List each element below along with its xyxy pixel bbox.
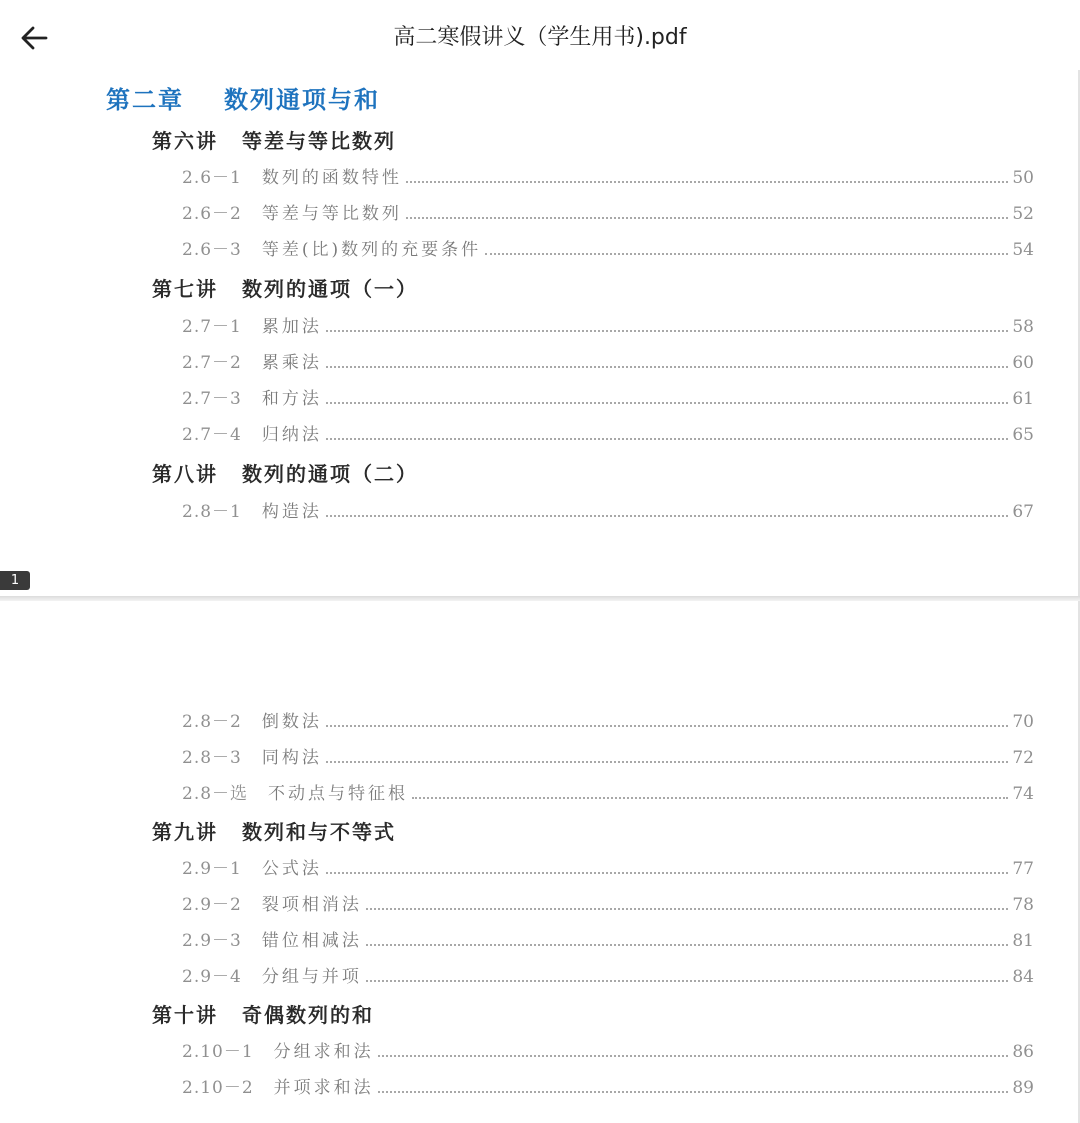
toc-entry-page: 52 (1012, 204, 1034, 224)
lecture-number: 第八讲 (152, 462, 218, 486)
toc-entry[interactable] (182, 421, 1034, 445)
toc-entry-title: 不动点与特征根 (268, 784, 409, 804)
lecture-title: 数列的通项（二） (242, 462, 418, 486)
toc-entry-page: 67 (1012, 502, 1034, 522)
toc-entry-title: 和方法 (261, 389, 322, 409)
toc-entry-title: 数列的函数特性 (261, 168, 402, 188)
toc-entry[interactable] (182, 236, 1034, 260)
dot-leader (406, 216, 1009, 219)
dot-leader (485, 252, 1008, 255)
toc-entry-number: 2.9－2 (182, 895, 242, 915)
toc-entry-page: 50 (1012, 168, 1034, 188)
toc-entry-number: 2.9－4 (182, 967, 242, 987)
toc-entry-page: 84 (1012, 967, 1034, 987)
toc-entry-page: 70 (1012, 712, 1034, 732)
toc-entry-number: 2.8－选 (182, 784, 249, 804)
toc-entry-title: 归纳法 (261, 425, 322, 445)
toc-entry-page: 61 (1012, 389, 1034, 409)
toc-entry-number: 2.7－3 (182, 389, 242, 409)
toc-entry-title: 累乘法 (261, 353, 322, 373)
toc-entry-page: 58 (1012, 317, 1034, 337)
toc-entry-title: 等差与等比数列 (261, 204, 402, 224)
toc-entry-number: 2.8－3 (182, 748, 242, 768)
toc-entry[interactable] (182, 744, 1034, 768)
dot-leader (378, 1090, 1009, 1093)
lecture-heading[interactable] (152, 816, 396, 845)
toc-entry-page: 54 (1012, 240, 1034, 260)
dot-leader (378, 1054, 1009, 1057)
toc-entry-title: 错位相减法 (261, 931, 362, 951)
toc-entry-number: 2.7－4 (182, 425, 242, 445)
dot-leader (326, 514, 1009, 517)
dot-leader (406, 180, 1009, 183)
toc-entry-page: 72 (1012, 748, 1034, 768)
toc-entry-number: 2.7－2 (182, 353, 242, 373)
pdf-page-2[interactable] (0, 601, 1080, 1123)
toc-entry[interactable] (182, 349, 1034, 373)
toc-entry-title: 累加法 (261, 317, 322, 337)
toc-entry-title: 分组与并项 (261, 967, 362, 987)
dot-leader (412, 796, 1008, 799)
toc-entry[interactable] (182, 855, 1034, 879)
toc-entry[interactable] (182, 1038, 1034, 1062)
document-title: 高二寒假讲义（学生用书).pdf (393, 25, 687, 50)
pdf-page-1[interactable] (0, 70, 1080, 596)
lecture-number: 第十讲 (152, 1003, 218, 1027)
toc-entry-page: 86 (1012, 1042, 1034, 1062)
lecture-number: 第六讲 (152, 129, 218, 153)
toc-entry-title: 构造法 (261, 502, 322, 522)
dot-leader (326, 724, 1009, 727)
toc-entry-title: 倒数法 (261, 712, 322, 732)
lecture-number: 第九讲 (152, 820, 218, 844)
dot-leader (366, 907, 1009, 910)
toc-entry-page: 74 (1012, 784, 1034, 804)
dot-leader (326, 401, 1009, 404)
lecture-title: 数列的通项（一） (242, 277, 418, 301)
toc-entry-title: 裂项相消法 (261, 895, 362, 915)
dot-leader (326, 760, 1009, 763)
toc-entry[interactable] (182, 708, 1034, 732)
toc-entry-title: 同构法 (261, 748, 322, 768)
dot-leader (326, 871, 1009, 874)
lecture-number: 第七讲 (152, 277, 218, 301)
dot-leader (366, 943, 1009, 946)
lecture-heading[interactable] (152, 999, 374, 1028)
chapter-heading[interactable] (106, 80, 380, 115)
toc-entry-number: 2.9－3 (182, 931, 242, 951)
toc-entry[interactable] (182, 927, 1034, 951)
toc-entry[interactable] (182, 963, 1034, 987)
lecture-title: 奇偶数列的和 (242, 1003, 374, 1027)
toc-entry[interactable] (182, 200, 1034, 224)
toc-entry-page: 78 (1012, 895, 1034, 915)
lecture-title: 等差与等比数列 (242, 129, 396, 153)
toc-entry-number: 2.8－2 (182, 712, 242, 732)
toc-entry-number: 2.6－2 (182, 204, 242, 224)
toc-entry-title: 并项求和法 (273, 1078, 374, 1098)
dot-leader (326, 365, 1009, 368)
toc-entry[interactable] (182, 780, 1034, 804)
lecture-heading[interactable] (152, 458, 418, 487)
toc-entry[interactable] (182, 498, 1034, 522)
toc-entry-number: 2.8－1 (182, 502, 242, 522)
chapter-title: 数列通项与和 (224, 85, 380, 114)
toc-entry-number: 2.10－1 (182, 1042, 254, 1062)
toc-entry-page: 81 (1012, 931, 1034, 951)
chapter-number: 第二章 (106, 85, 184, 114)
toc-entry-number: 2.6－1 (182, 168, 242, 188)
lecture-heading[interactable] (152, 125, 396, 154)
toc-entry-page: 77 (1012, 859, 1034, 879)
toc-entry[interactable] (182, 385, 1034, 409)
toc-entry-number: 2.9－1 (182, 859, 242, 879)
lecture-title: 数列和与不等式 (242, 820, 396, 844)
dot-leader (326, 329, 1009, 332)
toc-entry[interactable] (182, 313, 1034, 337)
toc-entry-page: 89 (1012, 1078, 1034, 1098)
dot-leader (366, 979, 1009, 982)
toc-entry[interactable] (182, 891, 1034, 915)
toc-entry[interactable] (182, 164, 1034, 188)
lecture-heading[interactable] (152, 273, 418, 302)
toc-entry-title: 等差(比)数列的充要条件 (261, 240, 482, 260)
toc-entry[interactable] (182, 1074, 1034, 1098)
toc-entry-title: 分组求和法 (273, 1042, 374, 1062)
dot-leader (326, 437, 1009, 440)
toc-entry-number: 2.10－2 (182, 1078, 254, 1098)
toc-entry-number: 2.6－3 (182, 240, 242, 260)
toc-entry-number: 2.7－1 (182, 317, 242, 337)
page-number-indicator: 1 (0, 571, 30, 590)
toc-entry-page: 65 (1012, 425, 1034, 445)
top-app-bar (0, 0, 1080, 70)
toc-entry-page: 60 (1012, 353, 1034, 373)
toc-entry-title: 公式法 (261, 859, 322, 879)
